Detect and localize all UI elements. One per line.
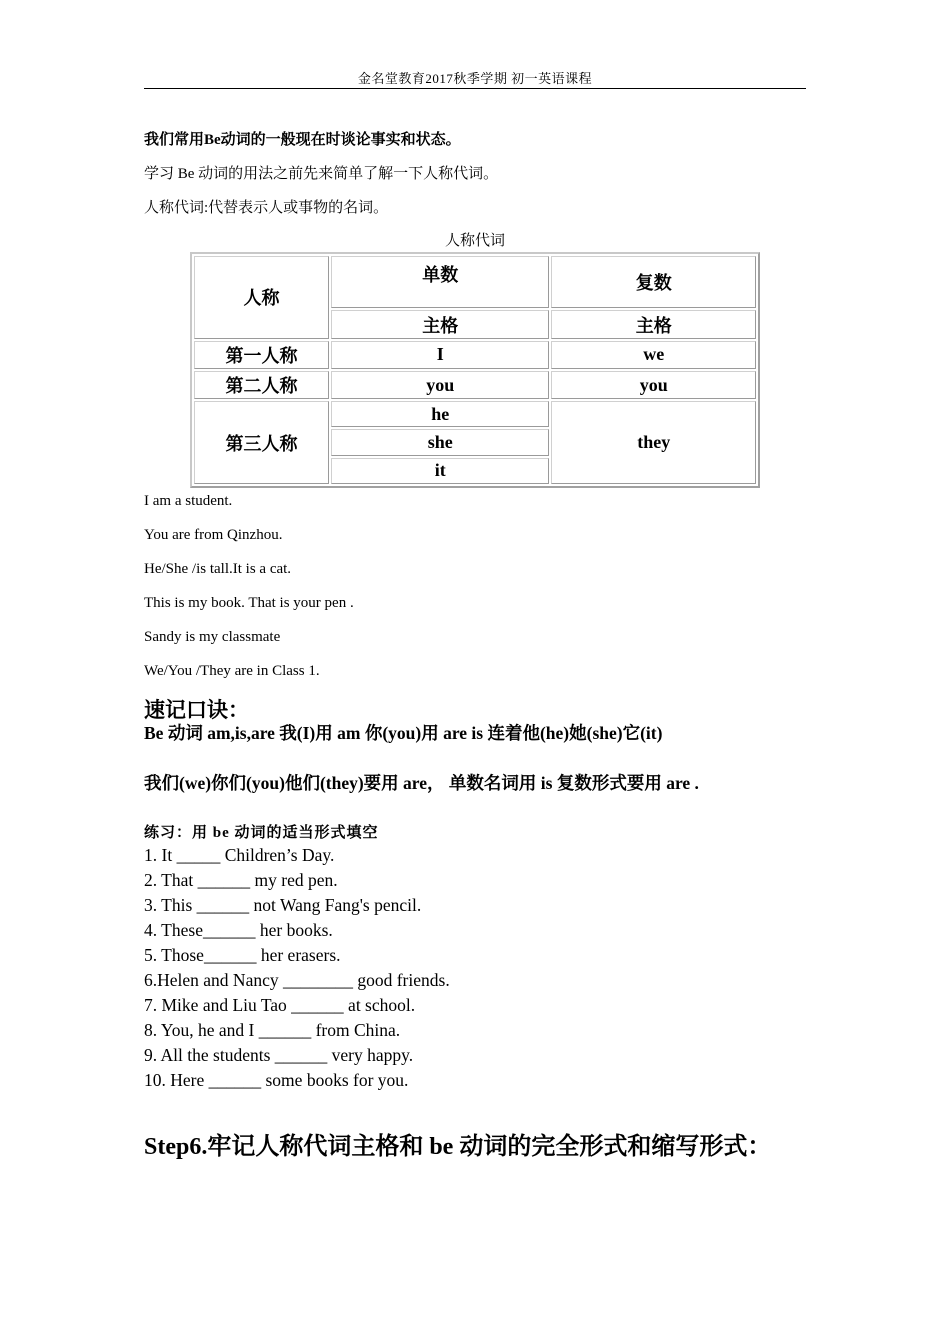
row-third-person: 第三人称 <box>194 401 329 484</box>
subject-plural-header: 主格 <box>551 310 756 338</box>
exercise-item-8: 8. You, he and I ______ from China. <box>144 1020 401 1040</box>
cell-third-plural: they <box>551 401 756 484</box>
example-6: We/You /They are in Class 1. <box>144 663 320 679</box>
exercise-item-2: 2. That ______ my red pen. <box>144 870 338 890</box>
example-2: You are from Qinzhou. <box>144 527 283 543</box>
example-3: He/She /is tall.It is a cat. <box>144 561 292 577</box>
exercise-item-5: 5. Those______ her erasers. <box>144 945 341 965</box>
singular-header: 单数 <box>331 256 549 308</box>
exercise-item-1: 1. It _____ Children’s Day. <box>144 845 335 865</box>
mnemonic-line-2: 我们(we)你们(you)他们(they)要用 are， 单数名词用 is 复数形式要用 are . <box>144 773 699 793</box>
example-5: Sandy is my classmate <box>144 629 281 645</box>
cell-first-plural: we <box>551 341 756 369</box>
intro-line-1: 我们常用Be动词的一般现在时谈论事实和状态。 <box>144 132 461 148</box>
exercise-item-6: 6.Helen and Nancy ________ good friends. <box>144 970 450 990</box>
mnemonic-title: 速记口诀： <box>144 698 249 722</box>
table-caption: 人称代词 <box>444 233 505 249</box>
pronoun-table <box>190 252 760 488</box>
cell-third-it: it <box>331 458 549 484</box>
exercise-item-10: 10. Here ______ some books for you. <box>144 1070 409 1090</box>
exercise-item-9: 9. All the students ______ very happy. <box>144 1045 414 1065</box>
exercise-item-3: 3. This ______ not Wang Fang's pencil. <box>144 895 422 915</box>
cell-third-she: she <box>331 429 549 455</box>
cell-second-singular: you <box>331 371 549 399</box>
person-header: 人称 <box>194 256 329 339</box>
intro-line-2: 学习 Be 动词的用法之前先来简单了解一下人称代词。 <box>144 166 499 182</box>
intro-line-3: 人称代词:代替表示人或事物的名词。 <box>144 200 389 216</box>
exercise-item-7: 7. Mike and Liu Tao ______ at school. <box>144 995 416 1015</box>
cell-second-plural: you <box>551 371 756 399</box>
exercise-title: 练习：用 be 动词的适当形式填空 <box>144 825 379 841</box>
row-second-person: 第二人称 <box>194 371 329 399</box>
mnemonic-line-1: Be 动词 am,is,are 我(I)用 am 你(you)用 are is 连着他(he)她(she)它(it) <box>144 723 663 743</box>
subject-singular-header: 主格 <box>331 310 549 338</box>
exercise-item-4: 4. These______ her books. <box>144 920 333 940</box>
header-rule <box>144 88 806 89</box>
step6-heading: Step6.牢记人称代词主格和 be 动词的完全形式和缩写形式： <box>144 1134 772 1160</box>
cell-third-he: he <box>331 401 549 427</box>
example-1: I am a student. <box>144 493 233 509</box>
example-4: This is my book. That is your pen . <box>144 595 354 611</box>
page-header: 金名堂教育2017秋季学期 初一英语课程 <box>357 71 593 86</box>
plural-header: 复数 <box>551 256 756 308</box>
cell-first-singular: I <box>331 341 549 369</box>
row-first-person: 第一人称 <box>194 341 329 369</box>
